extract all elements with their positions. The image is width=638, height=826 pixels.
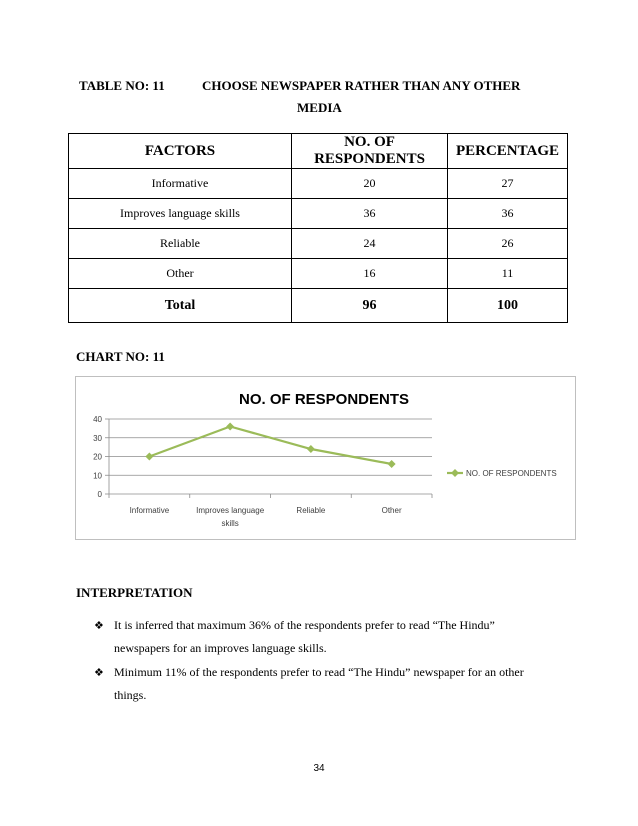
diamond-bullet-icon: ❖: [94, 619, 104, 632]
factor-cell: Reliable: [69, 229, 292, 259]
header-percentage: PERCENTAGE: [448, 134, 568, 169]
bullet-line: Minimum 11% of the respondents prefer to read “The Hindu” newspaper for an other: [114, 665, 524, 679]
x-tick-label: Reliable: [296, 506, 326, 515]
header-factors: FACTORS: [69, 134, 292, 169]
data-point-marker: [307, 445, 315, 453]
y-tick-label: 40: [93, 415, 102, 424]
y-tick-label: 20: [93, 452, 102, 462]
data-point-marker: [226, 423, 234, 431]
diamond-bullet-icon: ❖: [94, 666, 104, 679]
respondents-cell: 20: [292, 169, 448, 199]
respondents-table: [68, 133, 568, 323]
percentage-cell: 27: [448, 169, 568, 199]
y-tick-label: 10: [93, 471, 102, 481]
legend-label: NO. OF RESPONDENTS: [466, 469, 557, 478]
header-respondents: NO. OF RESPONDENTS: [292, 134, 448, 169]
total-label-cell: Total: [69, 289, 292, 323]
respondents-cell: 16: [292, 259, 448, 289]
factor-cell: Improves language skills: [69, 199, 292, 229]
y-tick-label: 0: [97, 490, 102, 499]
bullet-line: It is inferred that maximum 36% of the respondents prefer to read “The Hindu”: [114, 618, 495, 632]
total-respondents-cell: 96: [292, 289, 448, 323]
series-line: [149, 427, 391, 465]
y-tick-label: 30: [93, 433, 102, 443]
bullet-text: [114, 614, 554, 660]
x-tick-label: Other: [381, 506, 402, 515]
respondents-cell: 36: [292, 199, 448, 229]
data-point-marker: [145, 453, 153, 461]
chart-series: [145, 423, 395, 469]
bullet-text: [114, 661, 554, 707]
chart-svg: [76, 377, 575, 539]
table-row: [69, 199, 568, 229]
table-row: [69, 169, 568, 199]
legend-marker: [451, 469, 459, 477]
table-total-row: [69, 289, 568, 323]
table-caption-line2: MEDIA: [297, 100, 342, 115]
factor-cell: Other: [69, 259, 292, 289]
chart-legend: [447, 469, 557, 478]
table-row: [69, 229, 568, 259]
line-chart: [75, 376, 576, 540]
total-percentage-cell: 100: [448, 289, 568, 323]
page-number: 34: [313, 763, 325, 774]
percentage-cell: 36: [448, 199, 568, 229]
chart-axes: [105, 419, 432, 498]
chart-gridlines: [109, 419, 432, 475]
table-row: [69, 259, 568, 289]
percentage-cell: 11: [448, 259, 568, 289]
factor-cell: Informative: [69, 169, 292, 199]
bullet-line: newspapers for an improves language skills.: [114, 641, 327, 655]
table-header-row: [69, 134, 568, 169]
chart-heading: CHART NO: 11: [76, 349, 165, 364]
respondents-cell: 24: [292, 229, 448, 259]
percentage-cell: 26: [448, 229, 568, 259]
chart-title: NO. OF RESPONDENTS: [238, 391, 410, 408]
interpretation-heading: INTERPRETATION: [76, 585, 193, 600]
table-caption-line1: CHOOSE NEWSPAPER RATHER THAN ANY OTHER: [202, 78, 521, 93]
data-point-marker: [388, 460, 396, 468]
x-tick-label: Improves language skills: [196, 506, 265, 528]
x-tick-label: Informative: [129, 506, 170, 515]
bullet-line: things.: [114, 688, 147, 702]
table-number: TABLE NO: 11: [79, 78, 165, 93]
